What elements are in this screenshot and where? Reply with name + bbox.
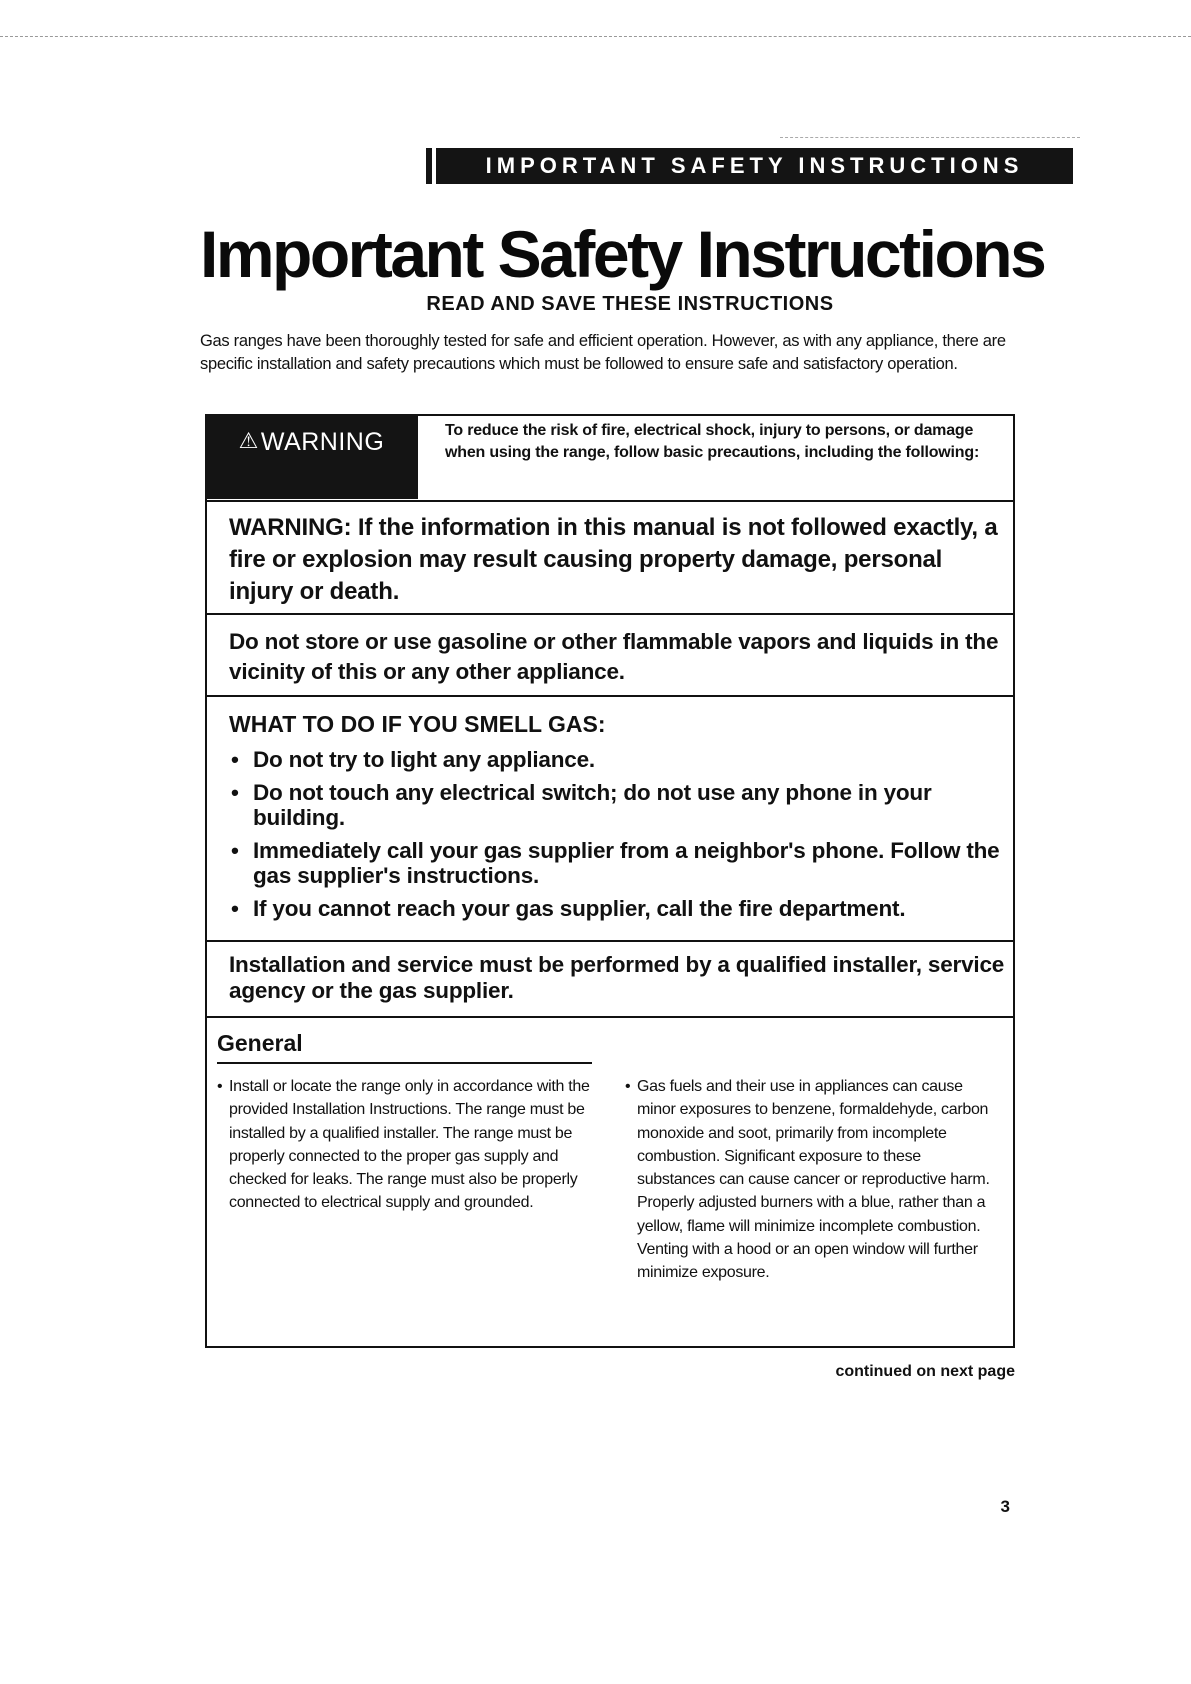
gas-smell-title: WHAT TO DO IF YOU SMELL GAS: (229, 711, 606, 737)
intro-paragraph: Gas ranges have been thoroughly tested for safe and efficient operation. However, as with any appliance, there are specific installation and safety precautions which must be followed to ensure safe and satisfactory operation. (200, 332, 1006, 373)
page-number: 3 (1000, 1497, 1010, 1516)
warning-header (205, 414, 1015, 499)
list-item: • Immediately call your gas supplier from a neighbor's phone. Follow the gas supplier's instructions. (229, 838, 1005, 888)
general-left-column (217, 1075, 599, 1215)
list-item: • Do not try to light any appliance. (229, 747, 1005, 772)
warning-triangle-icon: ⚠ (238, 428, 259, 453)
section-header-label: IMPORTANT SAFETY INSTRUCTIONS (485, 153, 1024, 178)
general-section (205, 1016, 1015, 1018)
storage-section (205, 613, 1015, 695)
gas-smell-list (229, 747, 1005, 921)
scan-artifact-line (780, 137, 1080, 138)
section-header-bar (436, 148, 1073, 184)
page-subtitle: READ AND SAVE THESE INSTRUCTIONS (426, 293, 834, 315)
warning-label: WARNING (260, 428, 385, 456)
general-right-column (625, 1075, 997, 1285)
header-bar-stub (426, 148, 432, 184)
warning-text: To reduce the risk of fire, electrical shock, injury to persons, or damage when using the range, follow basic precautions, including the following: (445, 422, 980, 461)
info-warning-section (205, 500, 1015, 613)
bullet: • (625, 1078, 631, 1095)
general-left-text: Install or locate the range only in accordance with the provided Installation Instructions. The range must be installed by a qualified installer. The range must be properly connected to the proper gas supply and checked for leaks. The range must also be properly connected to electrical supply and grounded. (229, 1078, 590, 1212)
list-item: • Do not touch any electrical switch; do not use any phone in your building. (229, 780, 1005, 830)
storage-text: Do not store or use gasoline or other flammable vapors and liquids in the vicinity of this or any other appliance. (229, 629, 999, 684)
page-title: Important Safety Instructions (200, 217, 1045, 291)
general-heading: General (217, 1028, 592, 1064)
bullet: • (217, 1078, 223, 1095)
warning-badge (205, 414, 418, 499)
general-right-text: Gas fuels and their use in appliances can cause minor exposures to benzene, formaldehyde, carbon monoxide and soot, primarily from incomplete combustion. Significant exposure to these substances can cause cancer or reproductive harm. Properly adjusted burners with a blue, rather than a yellow, flame will minimize incomplete combustion. Venting with a hood or an open window will further minimize exposure. (637, 1078, 990, 1282)
installation-section (205, 940, 1015, 1016)
continued-note: continued on next page (835, 1363, 1015, 1380)
list-item: • If you cannot reach your gas supplier, call the fire department. (229, 896, 1005, 921)
info-warning-text: WARNING: If the information in this manual is not followed exactly, a fire or explosion may result causing property damage, personal injury or death. (229, 514, 998, 605)
installation-text: Installation and service must be performed by a qualified installer, service agency or the gas supplier. (229, 952, 1005, 1003)
scan-artifact-line (0, 36, 1191, 37)
gas-smell-section (205, 695, 1015, 940)
